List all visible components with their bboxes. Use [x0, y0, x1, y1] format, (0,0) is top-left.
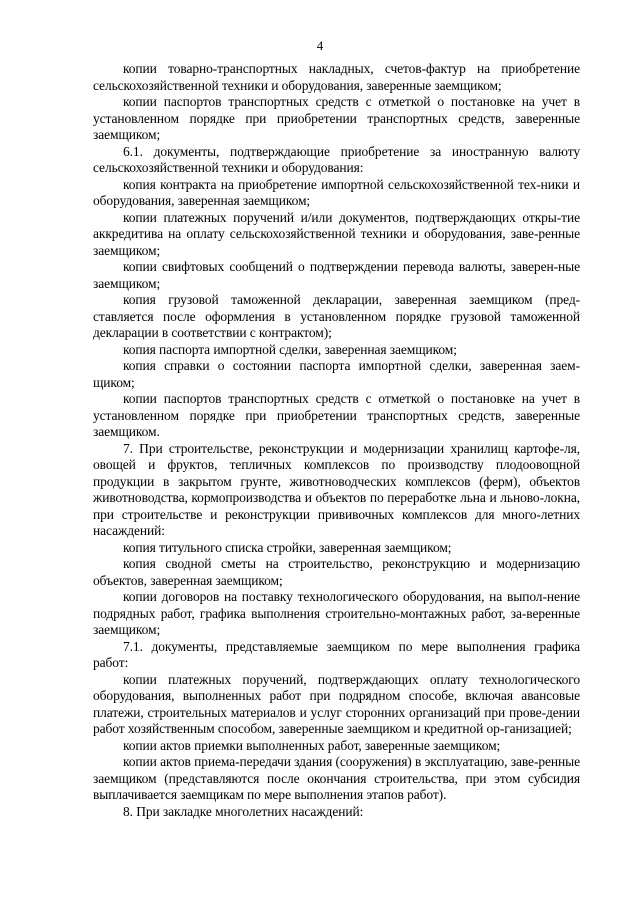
paragraph: копия титульного списка стройки, заверенная заемщиком; — [123, 539, 452, 555]
paragraph: копия паспорта импортной сделки, заверенная заемщиком; — [123, 341, 457, 357]
paragraph: копии актов приема-передачи здания (сооружения) в эксплуатацию, заве-ренные заемщиком (представляются после окончания строительства, при этом субсидия выплачивается заемщикам по мере выполнения этапов работ). — [93, 754, 580, 802]
paragraph: копии паспортов транспортных средств с отметкой о постановке на учет в установленном порядке при приобретении транспортных средств, заверенные заемщиком; — [93, 94, 580, 142]
paragraph: 7. При строительстве, реконструкции и модернизации хранилищ картофе-ля, овощей и фруктов, тепличных комплексов по производству плодоовощной продукции в закрытом грунте, животноводческих комплексов (ферм), объектов животноводства, кормопроизводства и объектов по переработке льна и льново-локна, при строительстве и реконструкции прививочных комплексов для много-летних насаждений: — [93, 440, 580, 538]
paragraph: копия грузовой таможенной декларации, заверенная заемщиком (пред-ставляется после оформления в установленном порядке грузовой таможенной декларации в соответствии с контрактом); — [93, 292, 580, 340]
page-number: 4 — [316, 38, 324, 53]
paragraph: копии платежных поручений, подтверждающих оплату технологического оборудования, выполненных работ при подрядном способе, включая авансовые платежи, строительных материалов и услуг сторонних организаций при прове-дении работ хозяйственным способом, заверенные заемщиком и кредитной ор-ганизацией; — [93, 671, 580, 736]
paragraph: 7.1. документы, представляемые заемщиком по мере выполнения графика работ: — [93, 638, 580, 670]
paragraph: копии актов приемки выполненных работ, заверенные заемщиком; — [123, 737, 501, 753]
paragraph: копии паспортов транспортных средств с отметкой о постановке на учет в установленном порядке при приобретении транспортных средств, заверенные заемщиком. — [93, 391, 580, 439]
paragraph: копии товарно-транспортных накладных, счетов-фактур на приобретение сельскохозяйственной техники и оборудования, заверенные заемщиком; — [93, 61, 580, 93]
paragraph: копии свифтовых сообщений о подтверждении перевода валюты, заверен-ные заемщиком; — [93, 259, 580, 291]
paragraph: копия сводной сметы на строительство, реконструкцию и модернизацию объектов, заверенная заемщиком; — [93, 556, 580, 588]
paragraph: копия справки о состоянии паспорта импортной сделки, заверенная заем-щиком; — [93, 358, 580, 390]
paragraph: 8. При закладке многолетних насаждений: — [123, 803, 364, 819]
document-body — [93, 61, 580, 820]
paragraph: копия контракта на приобретение импортной сельскохозяйственной тех-ники и оборудования, заверенная заемщиком; — [93, 176, 580, 208]
paragraph: 6.1. документы, подтверждающие приобретение за иностранную валюту сельскохозяйственной техники и оборудования: — [93, 143, 580, 175]
paragraph: копии платежных поручений и/или документов, подтверждающих откры-тие аккредитива на оплату сельскохозяйственной техники и оборудования, заве-ренные заемщиком; — [93, 209, 580, 258]
paragraph: копии договоров на поставку технологического оборудования, на выпол-нение подрядных работ, графика выполнения строительно-монтажных работ, за-веренные заемщиком; — [93, 589, 580, 637]
